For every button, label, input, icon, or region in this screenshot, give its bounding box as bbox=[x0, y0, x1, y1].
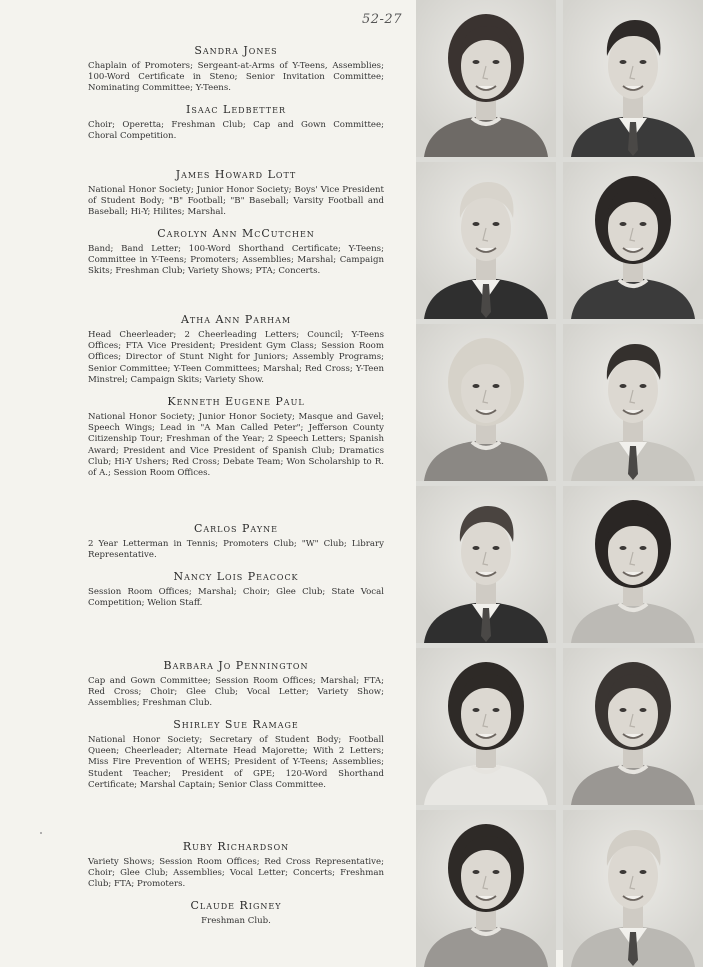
senior-entry bbox=[88, 840, 384, 891]
right-eye bbox=[640, 708, 647, 712]
senior-entry bbox=[88, 718, 384, 791]
portrait-image bbox=[563, 0, 703, 157]
portrait-photo bbox=[563, 0, 703, 157]
senior-entry bbox=[88, 570, 384, 609]
portrait-photo bbox=[563, 162, 703, 319]
portrait-image bbox=[563, 162, 703, 319]
left-eye bbox=[473, 60, 480, 64]
left-eye bbox=[473, 222, 480, 226]
left-eye bbox=[473, 546, 480, 550]
senior-name: Claude Rigney bbox=[190, 899, 282, 912]
left-eye bbox=[473, 708, 480, 712]
senior-activities: Chaplain of Promoters; Sergeant-at-Arms of Y-Teens, Assemblies; 100-Word Certificate in Steno; Senior Invitation Committee; Nominating Committee; Y-Teens. bbox=[88, 61, 384, 94]
right-eye bbox=[640, 384, 647, 388]
senior-name: Isaac Ledbetter bbox=[186, 103, 286, 116]
neck bbox=[476, 582, 496, 606]
senior-name: Shirley Sue Ramage bbox=[173, 718, 299, 731]
portrait-photo bbox=[563, 486, 703, 643]
senior-activities: Head Cheerleader; 2 Cheerleading Letters; Council; Y-Teens Offices; FTA Vice President; President Gym Class; Session Room Offices; Director of Stunt Night for Juniors; Assembly Programs; Senior Committee; Y-Teen Committees; Marshal; Red Cross; Y-Teen Minstrel; Campaign Skits; Variety Show. bbox=[88, 330, 384, 385]
portrait-photo bbox=[416, 324, 556, 481]
portrait-photo bbox=[563, 324, 703, 481]
senior-entry bbox=[88, 227, 384, 278]
portrait-photo bbox=[416, 648, 556, 805]
left-eye bbox=[473, 870, 480, 874]
portrait-image bbox=[416, 162, 556, 319]
portrait-photo bbox=[416, 810, 556, 967]
senior-activities: 2 Year Letterman in Tennis; Promoters Club; "W" Club; Library Representative. bbox=[88, 539, 384, 561]
right-eye bbox=[493, 870, 500, 874]
left-eye bbox=[620, 384, 627, 388]
senior-activities: National Honor Society; Secretary of Student Body; Football Queen; Cheerleader; Alternate Head Majorette; With 2 Letters; Miss Fire Prevention of WEHS; President of Y-Teens; Assemblies; Student Teacher; President of GPE; 120-Word Shorthand Certificate; Marshal Captain; Senior Class Committee. bbox=[88, 735, 384, 790]
portrait-photo bbox=[416, 486, 556, 643]
right-eye bbox=[493, 384, 500, 388]
neck bbox=[623, 96, 643, 120]
portrait-image bbox=[563, 648, 703, 805]
right-eye bbox=[493, 708, 500, 712]
portrait-image bbox=[416, 810, 556, 967]
senior-name: Ruby Richardson bbox=[182, 840, 290, 853]
senior-name: Kenneth Eugene Paul bbox=[167, 395, 305, 408]
senior-activities: Cap and Gown Committee; Session Room Offices; Marshal; FTA; Red Cross; Choir; Glee Club; Vocal Letter; Variety Show; Assemblies; Freshman Club. bbox=[88, 676, 384, 709]
senior-entry bbox=[88, 313, 384, 386]
senior-activities: Freshman Club. bbox=[201, 916, 271, 926]
senior-entry bbox=[88, 395, 384, 479]
senior-activities: Variety Shows; Session Room Offices; Red Cross Representative; Choir; Glee Club; Assemblies; Vocal Letter; Concerts; Freshman Club; FTA; Promoters. bbox=[88, 857, 384, 890]
senior-name: Nancy Lois Peacock bbox=[173, 570, 299, 583]
right-eye bbox=[493, 546, 500, 550]
neck bbox=[623, 906, 643, 930]
portrait-image bbox=[416, 486, 556, 643]
portrait-image bbox=[563, 810, 703, 967]
senior-name: Sandra Jones bbox=[194, 44, 278, 57]
right-eye bbox=[493, 60, 500, 64]
right-eye bbox=[493, 222, 500, 226]
senior-activities: National Honor Society; Junior Honor Society; Masque and Gavel; Speech Wings; Lead in "A Man Called Peter"; Jefferson County Citizenship Tour; Freshman of the Year; 2 Speech Letters; Spanish Award; President and Vice President of Spanish Club; Dramatics Club; Hi-Y Ushers; Red Cross; Debate Team; Won Scholarship to R. of A.; Session Room Offices. bbox=[88, 412, 384, 479]
right-eye bbox=[640, 870, 647, 874]
portrait-photo bbox=[416, 0, 556, 157]
right-eye bbox=[640, 546, 647, 550]
page-number: 52-27 bbox=[362, 12, 402, 27]
senior-entry bbox=[88, 44, 384, 95]
senior-name: Carolyn Ann McCutchen bbox=[157, 227, 315, 240]
senior-name: Barbara Jo Pennington bbox=[163, 659, 309, 672]
senior-entry bbox=[88, 899, 384, 927]
left-eye bbox=[473, 384, 480, 388]
left-eye bbox=[620, 708, 627, 712]
portrait-photo bbox=[563, 648, 703, 805]
left-eye bbox=[620, 870, 627, 874]
left-eye bbox=[620, 546, 627, 550]
scan-speck bbox=[40, 832, 42, 834]
portrait-image bbox=[563, 486, 703, 643]
portrait-image bbox=[563, 324, 703, 481]
senior-activities: Session Room Offices; Marshal; Choir; Glee Club; State Vocal Competition; Welion Staff. bbox=[88, 587, 384, 609]
right-eye bbox=[640, 222, 647, 226]
portrait-photo bbox=[563, 810, 703, 967]
senior-activities: Choir; Operetta; Freshman Club; Cap and Gown Committee; Choral Competition. bbox=[88, 120, 384, 142]
neck bbox=[476, 258, 496, 282]
portrait-photo bbox=[416, 162, 556, 319]
senior-entry bbox=[88, 659, 384, 710]
left-eye bbox=[620, 222, 627, 226]
senior-name: James Howard Lott bbox=[175, 168, 297, 181]
portrait-image bbox=[416, 0, 556, 157]
senior-entry bbox=[88, 103, 384, 142]
neck bbox=[623, 420, 643, 444]
senior-name: Atha Ann Parham bbox=[180, 313, 292, 326]
right-eye bbox=[640, 60, 647, 64]
senior-entry bbox=[88, 522, 384, 561]
portrait-image bbox=[416, 324, 556, 481]
senior-name: Carlos Payne bbox=[193, 522, 279, 535]
portrait-grid bbox=[416, 0, 703, 950]
senior-activities: Band; Band Letter; 100-Word Shorthand Certificate; Y-Teens; Committee in Y-Teens; Promoters; Assemblies; Marshal; Campaign Skits; Freshman Club; Variety Shows; PTA; Concerts. bbox=[88, 244, 384, 277]
portrait-image bbox=[416, 648, 556, 805]
left-eye bbox=[620, 60, 627, 64]
senior-entry bbox=[88, 168, 384, 219]
senior-activities: National Honor Society; Junior Honor Society; Boys' Vice President of Student Body; "B" Football; "B" Baseball; Varsity Football and Baseball; Hi-Y; Hilites; Marshal. bbox=[88, 185, 384, 218]
